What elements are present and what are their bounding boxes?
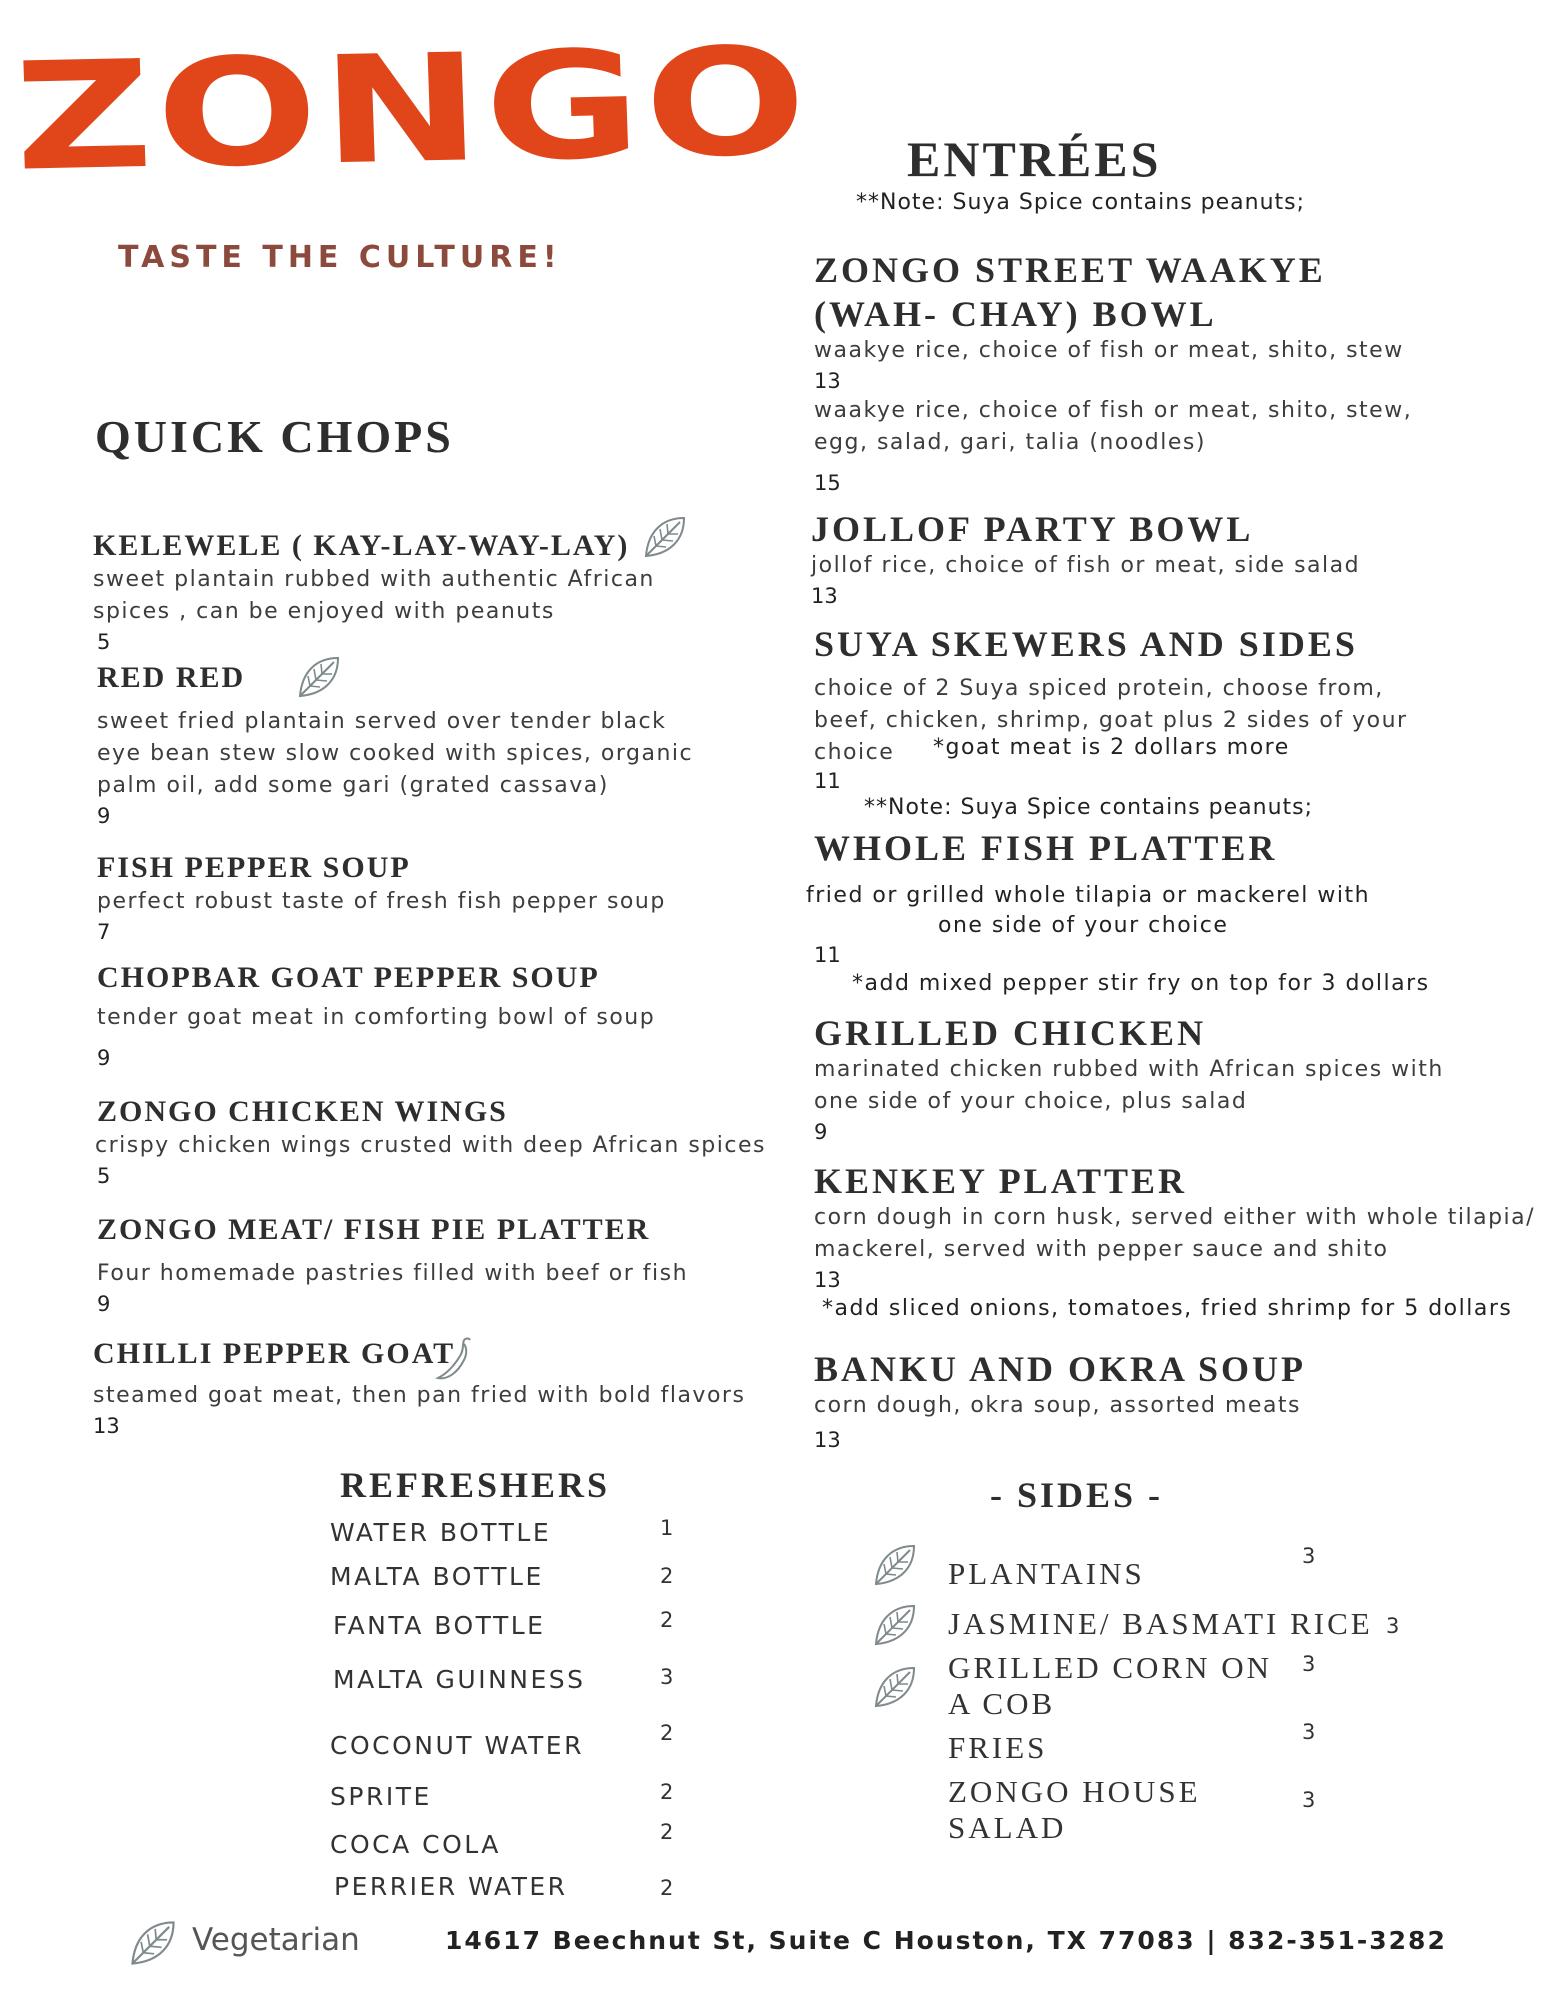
item-description: choice of 2 Suya spiced protein, choose from, beef, chicken, shrimp, goat plus 2 sides of your choice [814, 676, 1408, 765]
item-description: tender goat meat in comforting bowl of soup [97, 1005, 656, 1030]
drink-price: 2 [660, 1780, 674, 1804]
item-price: 9 [97, 1046, 111, 1070]
item-name: FISH PEPPER SOUP [97, 851, 411, 884]
side-name-line2: A COB [948, 1686, 1056, 1721]
drink-name: COCONUT WATER [330, 1731, 584, 1760]
item-price: 9 [97, 804, 111, 828]
item-extra-note: *add mixed pepper stir fry on top for 3 dollars [852, 971, 1430, 996]
item-name: ZONGO CHICKEN WINGS [97, 1095, 508, 1128]
side-price: 3 [1302, 1788, 1316, 1812]
item-description: perfect robust taste of fresh fish pepper soup [97, 889, 666, 914]
quick-chops-title: QUICK CHOPS [95, 411, 454, 462]
item-name-line2: (WAH- CHAY) BOWL [814, 294, 1217, 334]
item-description: corn dough, okra soup, assorted meats [814, 1393, 1302, 1418]
sides-title: - SIDES - [990, 1475, 1164, 1515]
side-name: JASMINE/ BASMATI RICE [948, 1606, 1373, 1641]
item-price: 9 [97, 1292, 111, 1316]
drink-name: WATER BOTTLE [330, 1518, 552, 1547]
drink-price: 3 [660, 1665, 674, 1689]
item-description: sweet plantain rubbed with authentic African spices , can be enjoyed with peanuts [93, 567, 655, 624]
item-description: jollof rice, choice of fish or meat, side salad [811, 553, 1361, 578]
menu-item-suya-skewers [814, 622, 1534, 795]
menu-item-pie-platter [97, 1212, 797, 1318]
item-name: SUYA SKEWERS AND SIDES [814, 624, 1358, 664]
item-price: 13 [814, 1428, 841, 1452]
menu-item-waakye-bowl [814, 248, 1534, 497]
side-item-corn [948, 1650, 1272, 1722]
menu-item-red-red [97, 660, 767, 830]
item-price-2: 15 [814, 471, 841, 495]
leaf-icon [294, 652, 344, 702]
drink-price: 2 [660, 1564, 674, 1588]
item-name: BANKU AND OKRA SOUP [814, 1349, 1307, 1389]
item-name: CHOPBAR GOAT PEPPER SOUP [97, 961, 600, 994]
side-price: 3 [1386, 1614, 1400, 1638]
peanut-note: **Note: Suya Spice contains peanuts; [864, 795, 1314, 820]
leaf-icon [126, 1916, 180, 1970]
drink-name: PERRIER WATER [334, 1872, 568, 1901]
menu-item-fish-pepper-soup [97, 850, 767, 946]
vegetarian-legend: Vegetarian [192, 1922, 360, 1958]
leaf-icon [870, 1662, 920, 1712]
menu-item-grilled-chicken [814, 1012, 1534, 1146]
side-name-line1: GRILLED CORN ON [948, 1650, 1272, 1685]
item-price: 11 [814, 769, 841, 793]
item-name: KELEWELE ( KAY-LAY-WAY-LAY) [93, 529, 630, 562]
item-name-line1: ZONGO STREET WAAKYE [814, 250, 1326, 290]
item-description: marinated chicken rubbed with African spices with one side of your choice, plus salad [814, 1057, 1444, 1114]
menu-item-chicken-wings [97, 1094, 797, 1190]
item-extra-note: *goat meat is 2 dollars more [933, 735, 1290, 760]
side-name-line2: SALAD [948, 1810, 1067, 1845]
side-name: PLANTAINS [948, 1556, 1145, 1591]
item-description: crispy chicken wings crusted with deep African spices [95, 1133, 766, 1158]
menu-item-jollof-bowl [811, 508, 1531, 610]
item-description: steamed goat meat, then pan fried with bold flavors [93, 1383, 746, 1408]
drink-name: SPRITE [330, 1782, 432, 1811]
side-price: 3 [1302, 1720, 1316, 1744]
drink-name: MALTA GUINNESS [333, 1665, 586, 1694]
item-name: WHOLE FISH PLATTER [814, 828, 1278, 868]
item-price: 9 [814, 1120, 828, 1144]
item-description-line2: one side of your choice [938, 913, 1229, 938]
item-description-line1: fried or grilled whole tilapia or mackerel with [806, 883, 1371, 908]
drink-price: 2 [660, 1721, 674, 1745]
item-description: Four homemade pastries filled with beef or fish [97, 1261, 689, 1286]
menu-item-banku-okra [814, 1348, 1534, 1454]
item-name: ZONGO MEAT/ FISH PIE PLATTER [97, 1213, 651, 1246]
side-price: 3 [1302, 1544, 1316, 1568]
side-item-house-salad [948, 1774, 1201, 1846]
menu-item-goat-pepper-soup [97, 960, 767, 1072]
menu-item-kenkey-platter [814, 1160, 1544, 1324]
entrees-title: ENTRÉES [907, 131, 1162, 187]
item-description: waakye rice, choice of fish or meat, shito, stew [814, 338, 1404, 363]
leaf-icon [870, 1540, 920, 1590]
item-price: 13 [814, 369, 841, 393]
drink-price: 2 [660, 1876, 674, 1900]
item-price: 13 [811, 584, 838, 608]
item-price: 7 [97, 920, 111, 944]
leaf-icon [640, 512, 690, 562]
drink-price: 2 [660, 1820, 674, 1844]
chili-pepper-icon [434, 1336, 474, 1384]
item-name: RED RED [97, 661, 246, 694]
side-price: 3 [1302, 1652, 1316, 1676]
item-description: corn dough in corn husk, served either with whole tilapia/ mackerel, served with pepper sauce and shito [814, 1205, 1536, 1262]
item-price: 5 [97, 630, 111, 654]
footer-address: 14617 Beechnut St, Suite C Houston, TX 77083 | 832-351-3282 [445, 1926, 1447, 1955]
item-name: JOLLOF PARTY BOWL [811, 509, 1254, 549]
item-price: 13 [814, 1268, 841, 1292]
drink-name: COCA COLA [330, 1830, 501, 1859]
item-price: 11 [814, 943, 841, 967]
drink-name: FANTA BOTTLE [333, 1611, 546, 1640]
item-extra-note: *add sliced onions, tomatoes, fried shrimp for 5 dollars [822, 1296, 1513, 1321]
item-description: sweet fried plantain served over tender black eye bean stew slow cooked with spices, organic palm oil, add some gari (grated cassava) [97, 709, 694, 798]
brand-tagline: TASTE THE CULTURE! [118, 240, 562, 275]
item-price: 5 [97, 1164, 111, 1188]
peanut-note: **Note: Suya Spice contains peanuts; [856, 190, 1306, 215]
item-name: GRILLED CHICKEN [814, 1013, 1207, 1053]
leaf-icon [870, 1600, 920, 1650]
drink-name: MALTA BOTTLE [330, 1562, 544, 1591]
menu-item-whole-fish [806, 826, 1526, 999]
item-description-2: waakye rice, choice of fish or meat, shito, stew, egg, salad, gari, talia (noodles) [814, 398, 1413, 455]
refreshers-title: REFRESHERS [340, 1465, 611, 1505]
drink-price: 2 [660, 1608, 674, 1632]
item-price: 13 [93, 1414, 120, 1438]
brand-logo: ZONGO [11, 15, 814, 204]
drink-price: 1 [660, 1516, 674, 1540]
item-name: KENKEY PLATTER [814, 1161, 1188, 1201]
item-name: CHILLI PEPPER GOAT [93, 1337, 456, 1370]
side-name-line1: ZONGO HOUSE [948, 1774, 1201, 1809]
side-name: FRIES [948, 1730, 1048, 1765]
